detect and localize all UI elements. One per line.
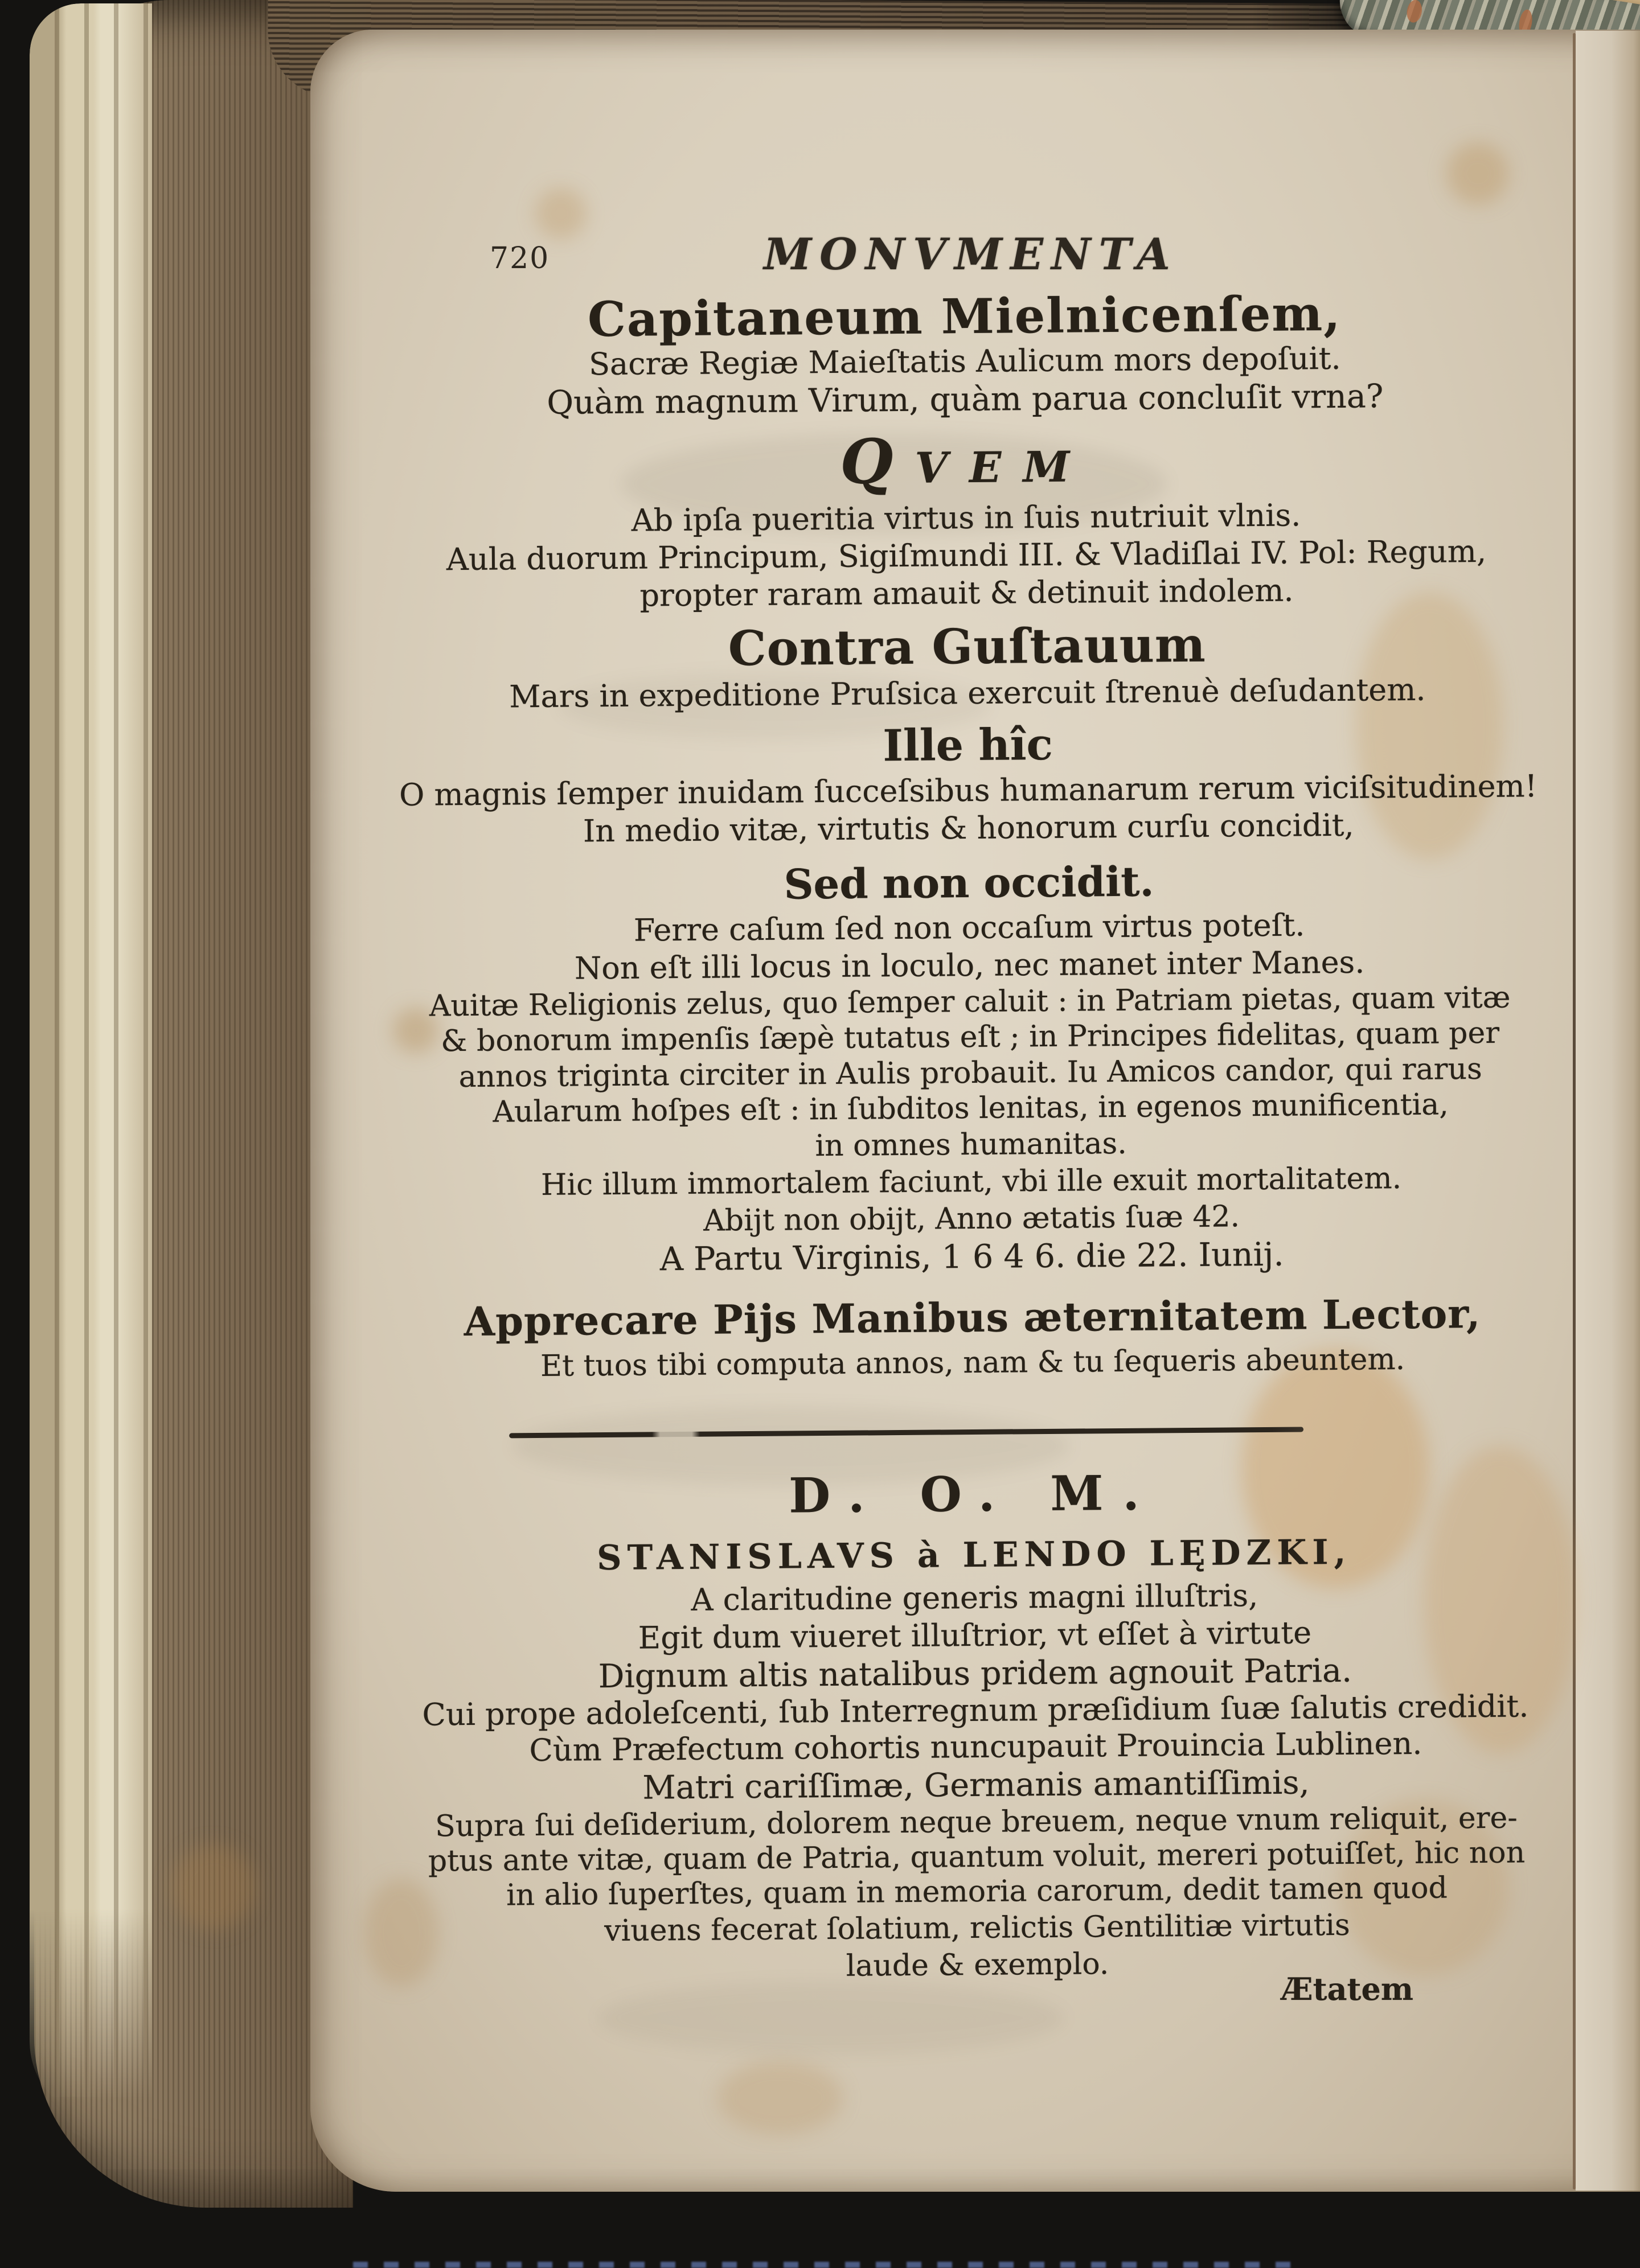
stain: [1446, 142, 1509, 205]
epitaph-line: Mars in expeditione Pruſsica exercuit ſtrenuè deſudantem.: [509, 671, 1426, 715]
epitaph-line: A claritudine generis magni illuſtris,: [691, 1577, 1258, 1618]
epitaph-line: annos triginta circiter in Aulis probauit. Iu Amicos candor, qui rarus: [458, 1051, 1482, 1094]
epitaph-line: in alio ſuperſtes, quam in memoria carorum, dedit tamen quod: [506, 1871, 1448, 1913]
epitaph-line: A Partu Virginis, 1 6 4 6. die 22. Iunij.: [659, 1235, 1284, 1278]
epitaph-line: Ab ipſa pueritia virtus in ſuis nutriuit vlnis.: [631, 497, 1301, 539]
text-block: [312, 280, 1629, 1989]
epitaph-line: Matri cariſſimæ, Germanis amantiſſimis,: [642, 1764, 1310, 1807]
epitaph-line: viuens fecerat ſolatium, relictis Gentilitiæ virtutis: [604, 1908, 1350, 1948]
epitaph-line: Et tuos tibi computa annos, nam & tu ſequeris abeuntem.: [540, 1342, 1405, 1384]
epitaph-line: Dignum altis natalibus pridem agnouit Patria.: [598, 1651, 1352, 1696]
epitaph-line: In medio vitæ, virtutis & honorum curſu concidit,: [583, 807, 1354, 849]
epitaph-line: Egit dum viueret illuſtrior, vt eſſet à virtute: [638, 1614, 1312, 1656]
stain: [171, 1844, 256, 1930]
epitaph-line: Auitæ Religionis zelus, quo ſemper caluit : in Patriam pietas, quam vitæ: [429, 980, 1511, 1024]
stain: [718, 2061, 843, 2135]
bleedthrough-smudge: [598, 1981, 1065, 2055]
epitaph-line: Cui prope adoleſcenti, ſub Interregnum præſidium ſuæ ſalutis credidit.: [422, 1688, 1529, 1733]
heading-apprecare: Apprecare Pijs Manibus æternitatem Lector,: [464, 1289, 1481, 1345]
epitaph-line: Supra ſui deſiderium, dolorem neque breuem, neque vnum reliquit, ere-: [434, 1801, 1518, 1844]
heading-dom: D. O. M.: [788, 1464, 1159, 1524]
heading-stanislaus-ledzki: STANISLAVS à LENDO LĘDZKI,: [596, 1532, 1352, 1579]
heading-capitaneum: Capitaneum Mielnicenſem,: [587, 285, 1342, 348]
heading-ille-hic: Ille hîc: [883, 718, 1053, 771]
epitaph-line: Ferre caſum ſed non occaſum virtus poteſt.: [633, 907, 1305, 948]
heading-contra-gustauum: Contra Guſtauum: [728, 617, 1207, 677]
epitaph-line: Aula duorum Principum, Sigiſmundi III. & Vladiſlai IV. Pol: Regum,: [446, 533, 1487, 577]
epitaph-line: Aularum hoſpes eſt : in ſubditos lenitas, in egenos munificentia,: [493, 1087, 1449, 1129]
epitaph-line: Sacræ Regiæ Maieſtatis Aulicum mors depoſuit.: [588, 340, 1341, 383]
epitaph-line: Cùm Præfectum cohortis nuncupauit Prouincia Lublinen.: [529, 1725, 1422, 1769]
page-number: 720: [490, 241, 550, 276]
epitaph-line: propter raram amauit & detinuit indolem.: [639, 572, 1294, 614]
epitaph-line: in omnes humanitas.: [815, 1126, 1128, 1163]
epitaph-line: Quàm magnum Virum, quàm parua concluſit vrna?: [547, 377, 1384, 422]
heading-qvem: QVEM: [839, 425, 1092, 498]
epitaph-line: ptus ante vitæ, quam de Patria, quantum voluit, mereri potuiſſet, hic non: [428, 1835, 1526, 1879]
endband-fleck: [1405, 0, 1424, 24]
epitaph-line: & bonorum impenſis ſæpè tutatus eſt ; in Principes fidelitas, quam per: [441, 1016, 1500, 1059]
epitaph-line: Hic illum immortalem faciunt, vbi ille exuit mortalitatem.: [540, 1161, 1402, 1202]
epitaph-line: O magnis ſemper inuidam ſucceſsibus humanarum rerum viciſsitudinem!: [399, 768, 1538, 813]
epitaph-line: Abijt non obijt, Anno ætatis ſuæ 42.: [703, 1199, 1240, 1238]
catchword: Ætatem: [1281, 1971, 1413, 2007]
scan-color-bar: [353, 2262, 1298, 2268]
heading-sed-non-occidit: Sed non occidit.: [784, 857, 1154, 909]
section-divider-rule: [509, 1427, 1303, 1439]
running-header: MONVMENTA: [764, 229, 1178, 280]
epitaph-line: laude & exemplo.: [846, 1946, 1109, 1983]
vellum-cover-edge: [30, 3, 152, 2121]
epitaph-line: Non eſt illi locus in loculo, nec manet inter Manes.: [574, 944, 1365, 987]
